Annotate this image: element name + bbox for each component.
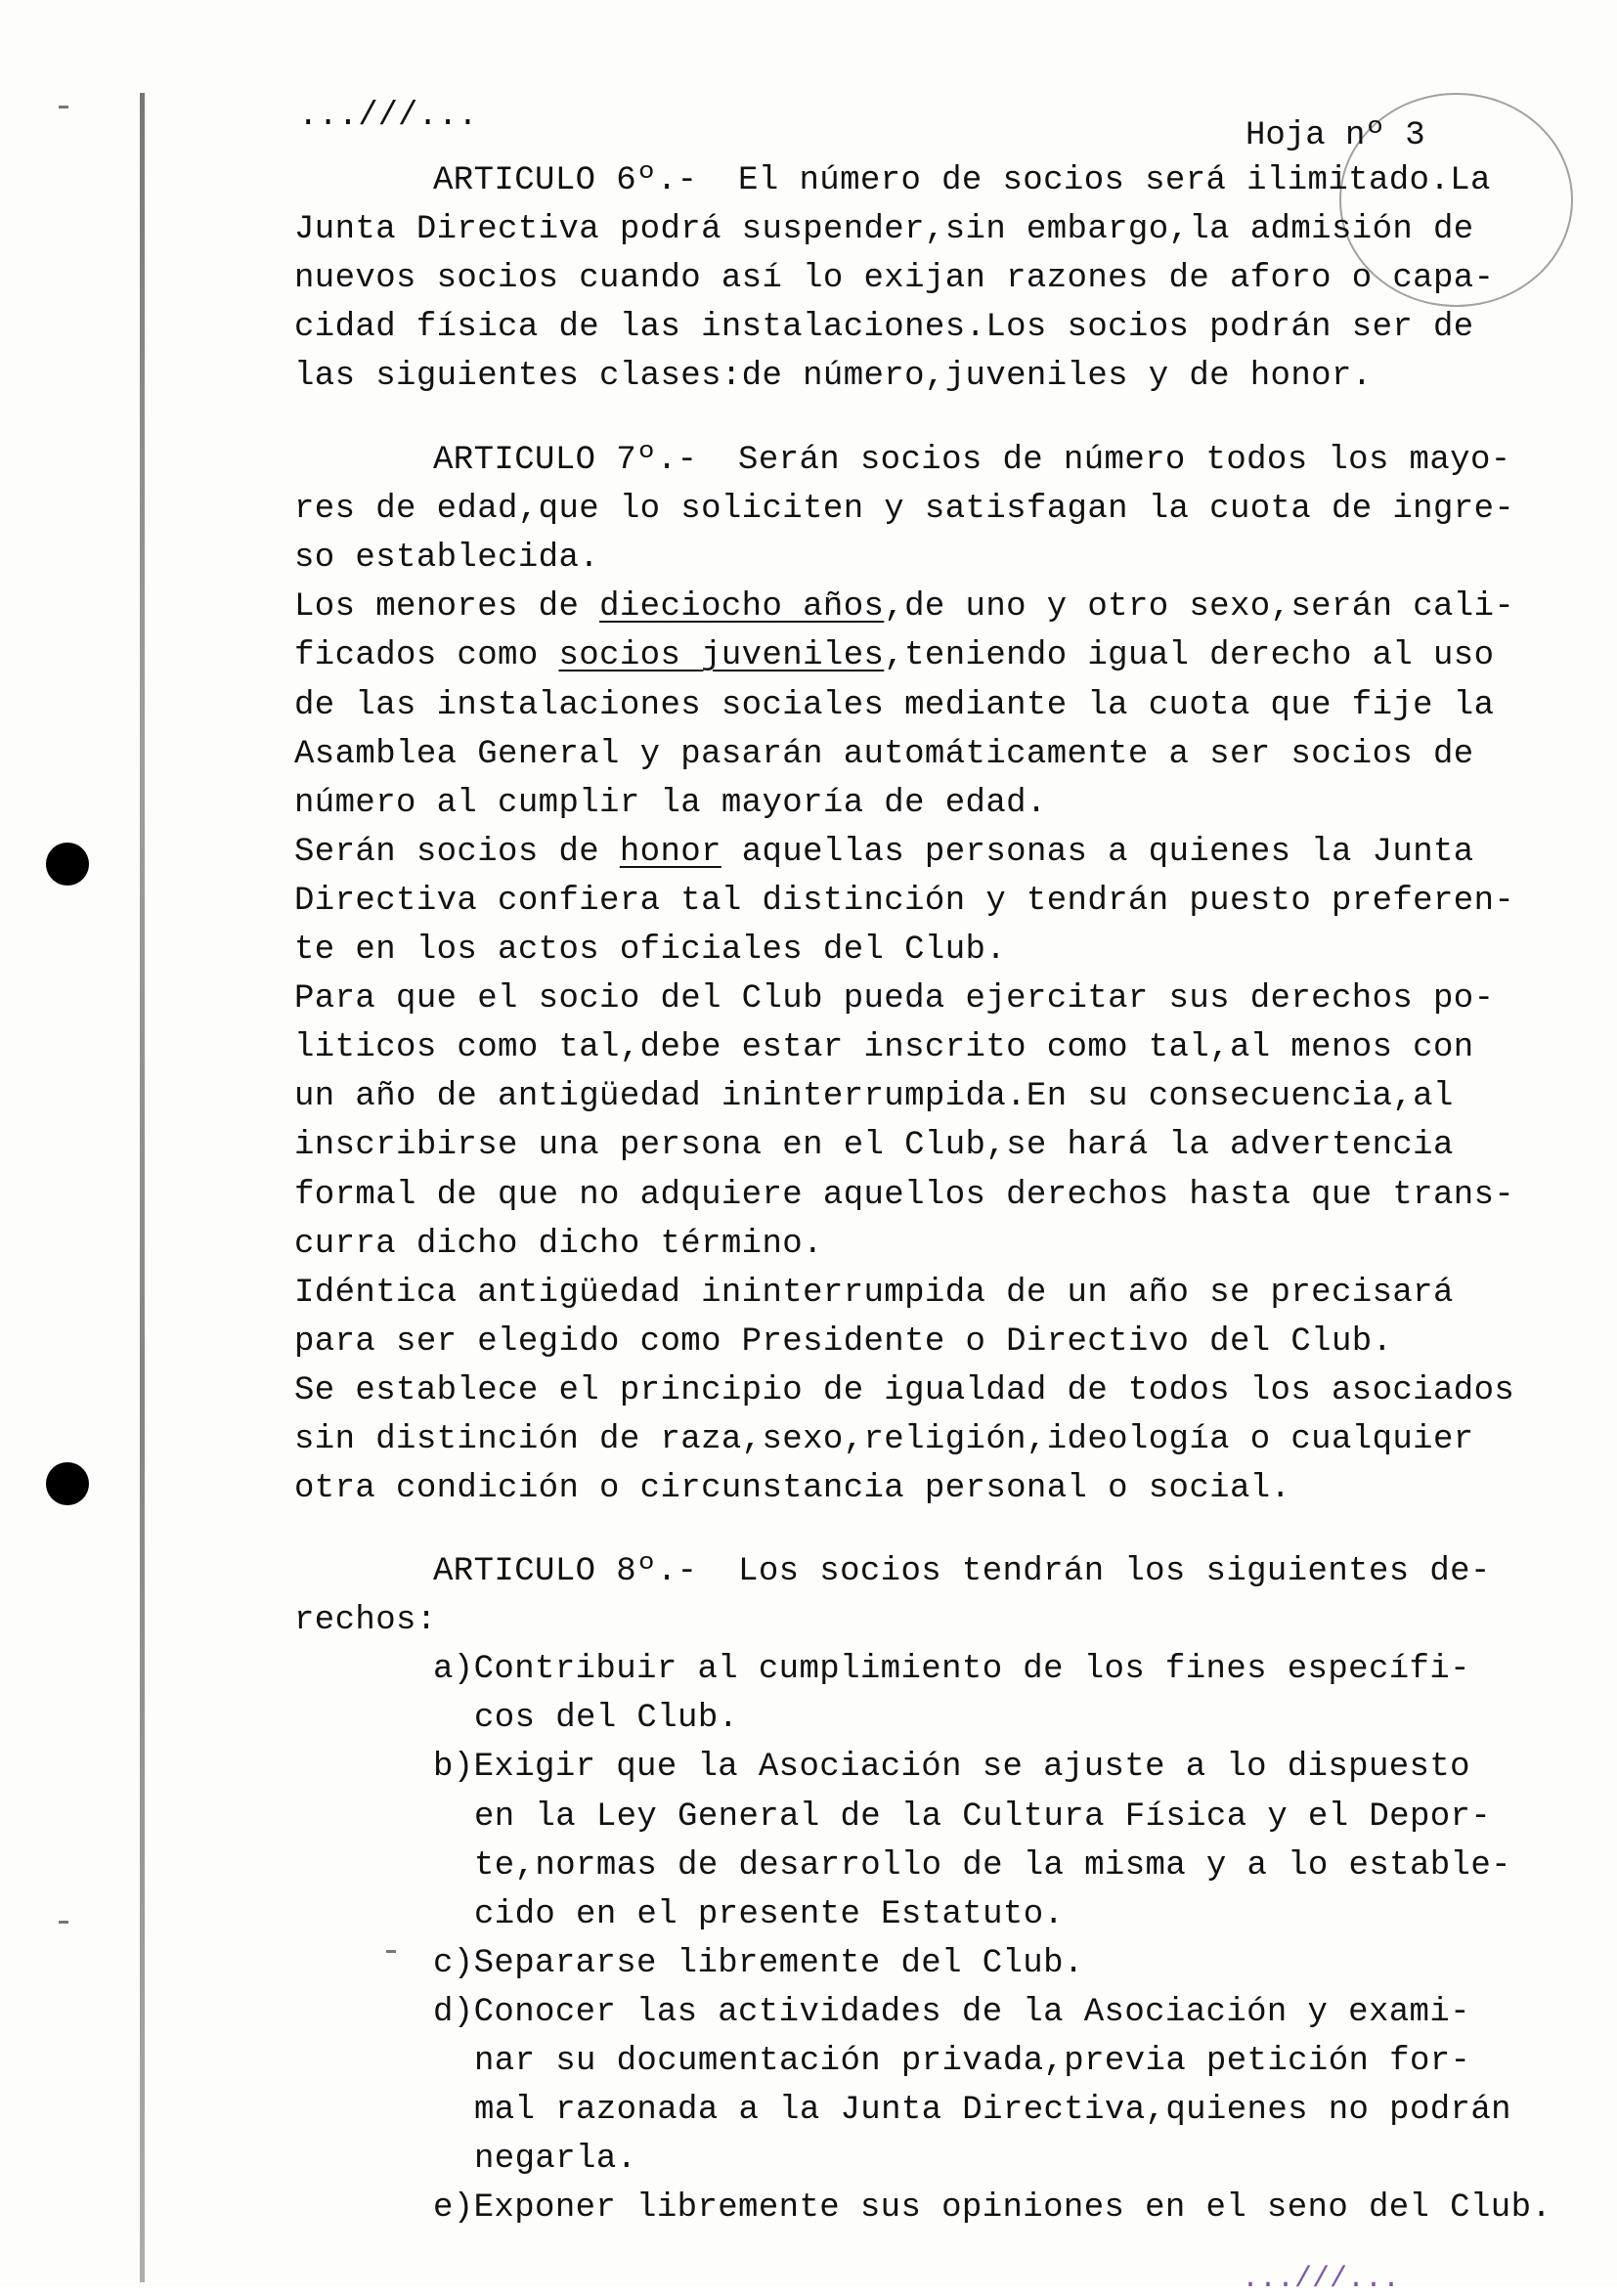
text-segment: otra condición o circunstancia personal o social.	[294, 1470, 1291, 1508]
text-line	[294, 1601, 437, 1640]
text-segment: ficados como	[294, 637, 559, 675]
text-line	[474, 1895, 1064, 1934]
text-line	[474, 2140, 636, 2179]
text-segment: ARTICULO 6º.- El número de socios será ilimitado.La	[433, 162, 1491, 199]
text-line	[474, 1798, 1491, 1837]
text-segment: Para que el socio del Club pueda ejercitar sus derechos po-	[294, 980, 1495, 1018]
text-segment: negarla.	[474, 2141, 637, 2179]
continuation-mark-top: ...///...	[298, 98, 478, 135]
text-line	[433, 1944, 1084, 1983]
text-segment: res de edad,que lo soliciten y satisfagan la cuota de ingre-	[294, 491, 1515, 529]
text-segment: Asamblea General y pasarán automáticamente a ser socios de	[294, 735, 1474, 773]
text-segment: ,teniendo igual derecho al uso	[884, 637, 1495, 675]
text-line	[294, 1469, 1290, 1508]
text-line	[474, 2042, 1470, 2081]
text-segment: en la Ley General de la Cultura Física y el Depor-	[474, 1798, 1492, 1836]
text-line	[294, 1420, 1474, 1459]
text-segment: de las instalaciones sociales mediante la cuota que fije la	[294, 686, 1495, 724]
scan-mark	[59, 1921, 68, 1924]
text-segment: para ser elegido como Presidente o Directivo del Club.	[294, 1322, 1393, 1361]
text-line	[433, 1993, 1470, 2032]
punch-hole	[46, 1462, 89, 1505]
text-line	[294, 833, 1474, 872]
text-line	[433, 161, 1491, 200]
text-segment: so establecida.	[294, 540, 600, 578]
text-segment: ,de uno y otro sexo,serán cali-	[884, 588, 1515, 627]
page-number: Hoja nº 3	[1246, 117, 1425, 154]
text-segment: nar su documentación privada,previa petición for-	[474, 2043, 1471, 2080]
text-segment: nuevos socios cuando así lo exijan razones de aforo o capa-	[294, 260, 1495, 298]
text-segment: Los menores de	[294, 588, 600, 627]
text-segment: Serán socios de	[294, 833, 620, 871]
text-segment: formal de que no adquiere aquellos derechos hasta que trans-	[294, 1176, 1515, 1214]
text-segment: d)Conocer las actividades de la Asociación y exami-	[433, 1993, 1470, 2031]
text-segment: ARTICULO 7º.- Serán socios de número todos los mayo-	[433, 442, 1511, 479]
text-segment: curra dicho dicho término.	[294, 1225, 823, 1263]
text-line	[433, 1650, 1470, 1689]
text-segment: a)Contribuir al cumplimiento de los fines específi-	[433, 1651, 1470, 1689]
text-line	[294, 979, 1494, 1018]
text-line	[294, 539, 599, 578]
text-segment: mal razonada a la Junta Directiva,quienes no podrán	[474, 2092, 1511, 2130]
text-line	[294, 931, 1006, 970]
text-segment: te,normas de desarrollo de la misma y a lo estable-	[474, 1846, 1511, 1884]
text-segment: Idéntica antigüedad ininterrumpida de un año se precisará	[294, 1274, 1454, 1312]
underlined-text: dieciocho años	[599, 588, 885, 627]
text-line	[294, 587, 1514, 627]
text-line	[294, 1176, 1514, 1215]
text-line	[294, 308, 1474, 347]
text-line	[474, 2091, 1511, 2130]
text-line	[294, 259, 1494, 298]
text-line	[433, 441, 1511, 480]
text-line	[294, 1322, 1392, 1362]
text-line	[474, 1699, 738, 1738]
text-segment: cos del Club.	[474, 1700, 739, 1738]
underlined-text: honor	[619, 833, 721, 871]
text-segment: inscribirse una persona en el Club,se hará la advertencia	[294, 1127, 1454, 1165]
text-line	[294, 735, 1474, 774]
text-line	[294, 210, 1474, 249]
text-segment: Se establece el principio de igualdad de todos los asociados	[294, 1371, 1515, 1409]
text-segment: Directiva confiera tal distinción y tendrán puesto preferen-	[294, 882, 1515, 920]
text-segment: aquellas personas a quienes la Junta	[721, 833, 1474, 871]
text-line	[294, 882, 1514, 921]
text-segment: un año de antigüedad ininterrumpida.En su consecuencia,al	[294, 1078, 1454, 1116]
text-segment: cidad física de las instalaciones.Los socios podrán ser de	[294, 309, 1474, 347]
page-margin-rule	[140, 93, 145, 2282]
text-segment: cido en el presente Estatuto.	[474, 1895, 1065, 1933]
text-line	[294, 1225, 823, 1264]
text-segment: ARTICULO 8º.- Los socios tendrán los siguientes de-	[433, 1553, 1491, 1590]
text-line	[433, 1748, 1470, 1787]
text-segment: liticos como tal,debe estar inscrito como tal,al menos con	[294, 1029, 1474, 1067]
text-segment: sin distinción de raza,sexo,religión,ideología o cualquier	[294, 1421, 1474, 1458]
text-line	[294, 357, 1373, 396]
text-segment: b)Exigir que la Asociación se ajuste a lo dispuesto	[433, 1749, 1470, 1787]
text-line	[294, 1126, 1454, 1165]
underlined-text: socios juveniles	[558, 637, 885, 675]
text-line	[294, 1077, 1454, 1116]
text-segment: Junta Directiva podrá suspender,sin embargo,la admisión de	[294, 211, 1474, 249]
punch-hole	[46, 843, 89, 886]
text-line	[294, 1274, 1454, 1313]
text-line	[294, 784, 1047, 823]
continuation-mark-bottom: ...///...	[1242, 2263, 1401, 2296]
text-segment: c)Separarse libremente del Club.	[433, 1944, 1084, 1982]
text-line	[433, 2188, 1551, 2228]
text-line	[294, 636, 1494, 675]
scan-mark	[59, 106, 68, 108]
text-line	[433, 1552, 1491, 1591]
text-line	[294, 1028, 1474, 1067]
text-segment: rechos:	[294, 1602, 437, 1640]
text-line	[294, 490, 1514, 529]
text-segment: las siguientes clases:de número,juveniles y de honor.	[294, 358, 1373, 396]
text-segment: te en los actos oficiales del Club.	[294, 931, 1007, 969]
scan-mark	[386, 1950, 396, 1953]
text-line	[294, 1371, 1514, 1410]
text-segment: número al cumplir la mayoría de edad.	[294, 784, 1047, 822]
text-segment: e)Exponer libremente sus opiniones en el seno del Club.	[433, 2189, 1552, 2228]
text-line	[474, 1846, 1511, 1885]
text-line	[294, 686, 1494, 725]
